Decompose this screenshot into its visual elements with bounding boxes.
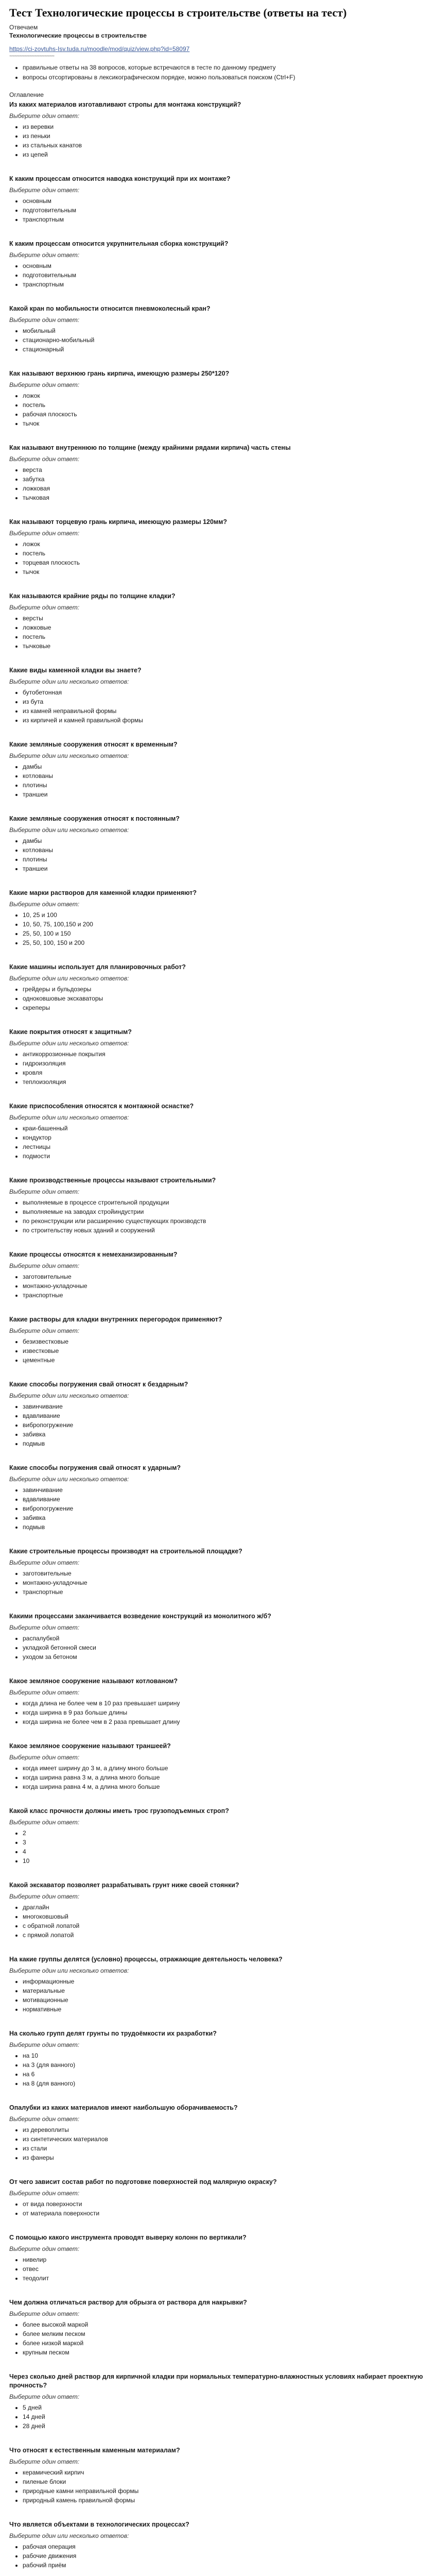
question-text: Какой экскаватор позволяет разрабатывать грунт ниже своей стоянки? [9,1882,239,1889]
answer-option: • рабочая плоскость [23,410,427,419]
question-text: Какое земляное сооружение называют траншеей? [9,1742,171,1750]
question-block [9,304,427,354]
answer-option: • выполняемые на заводах стройиндустрии [23,1208,427,1216]
answer-option: • транспортным [23,280,427,289]
answer-option: • основным [23,197,427,206]
answer-options [9,1273,427,1300]
answer-hint: Выберите один ответ: [9,530,80,537]
answer-option: • из веревки [23,123,427,131]
answer-options [9,985,427,1012]
question-block [9,1380,427,1448]
toc-label[interactable]: Оглавление [9,91,44,98]
answer-options [9,1198,427,1235]
answer-hint: Выберите один ответ: [9,1188,80,1195]
answer-options [9,2126,427,2162]
question-text: Какими процессами заканчивается возведение конструкций из монолитного ж/б? [9,1613,271,1620]
question-text: К каким процессам относится наводка конструкций при их монтаже? [9,175,231,182]
answer-option: • вибропогружение [23,1421,427,1430]
answer-options [9,262,427,289]
answer-option: • верста [23,466,427,474]
answer-option: • безизвестковые [23,1337,427,1346]
question-block [9,2520,427,2570]
answer-option: • из деревоплиты [23,2126,427,2134]
answer-option: • более мелким песком [23,2330,427,2338]
answer-options [9,1634,427,1662]
answer-option: • рабочая операция [23,2543,427,2551]
answer-options [9,540,427,577]
question-text: Через сколько дней раствор для кирпичной кладки при нормальных температурно-влажностных условиях набирает проектную прочность? [9,2373,423,2389]
answer-option: • 25, 50, 100, 150 и 200 [23,939,427,947]
answer-options [9,762,427,799]
question-block [9,1955,427,2014]
answer-option: • драглайн [23,1903,427,1912]
answer-hint: Выберите один или несколько ответов: [9,752,129,759]
question-text: Как называют торцевую грань кирпича, имеющую размеры 120мм? [9,518,228,526]
answer-options [9,1124,427,1161]
question-text: Какие земляные сооружения относят к постоянным? [9,815,180,822]
intro-item: • вопросы отсортированы в лексикографическом порядке, можно пользоваться поиском (Ctrl+F) [23,73,427,82]
question-text: Какие приспособления относятся к монтажной оснастке? [9,1103,194,1110]
answer-hint: Выберите один ответ: [9,187,80,194]
question-text: Какие процессы относятся к немеханизированным? [9,1251,178,1258]
question-text: К каким процессам относится укрупнительная сборка конструкций? [9,240,229,247]
question-block [9,1881,427,1940]
answer-option: • одноковшовые экскаваторы [23,994,427,1003]
question-block [9,100,427,159]
question-text: На какие группы делятся (условно) процессы, отражающие деятельность человека? [9,1956,283,1963]
question-block [9,2298,427,2357]
question-block [9,1464,427,1532]
answer-option: • пиленые блоки [23,2478,427,2486]
answer-option: • дамбы [23,837,427,845]
subtitle: Технологические процессы в строительстве [9,32,147,39]
answer-option: • лестницы [23,1143,427,1151]
question-text: С помощью какого инструмента проводят выверку колонн по вертикали? [9,2234,247,2241]
answer-option: • мотивационные [23,1996,427,2005]
answer-hint: Выберите один ответ: [9,901,80,908]
answer-option: • постель [23,401,427,410]
question-block [9,1315,427,1365]
answer-option: • 28 дней [23,2422,427,2431]
question-text: Какие способы погружения свай относят к ударным? [9,1464,181,1471]
answer-hint: Выберите один ответ: [9,1819,80,1826]
answer-option: • подготовительным [23,271,427,280]
answer-option: • ложковые [23,623,427,632]
answer-option: • из синтетических материалов [23,2135,427,2144]
answer-hint: Выберите один или несколько ответов: [9,1476,129,1483]
answer-option: • ложок [23,392,427,400]
question-text: Какие машины использует для планировочных работ? [9,963,186,971]
question-text: Что является объектами в технологических процессах? [9,2521,189,2528]
answer-option: • по реконструкции или расширению существующих производств [23,1217,427,1226]
answer-option: • нормативные [23,2005,427,2014]
answer-option: • кондуктор [23,1133,427,1142]
answer-option: • заготовительные [23,1569,427,1578]
question-text: Что относят к естественным каменным материалам? [9,2447,180,2454]
answer-hint: Выберите один или несколько ответов: [9,2532,129,2539]
question-block [9,2233,427,2283]
answer-hint: Выберите один ответ: [9,2190,80,2197]
question-text: Какие покрытия относят к защитным? [9,1028,132,1036]
answer-option: • от материала поверхности [23,2209,427,2218]
answer-option: • информационные [23,1977,427,1986]
question-text: От чего зависит состав работ по подготовке поверхностей под малярную окраску? [9,2178,277,2185]
answer-option: • выполняемые в процессе строительной продукции [23,1198,427,1207]
answer-hint: Выберите один ответ: [9,381,80,388]
answer-option: • заготовительные [23,1273,427,1281]
question-text: Какие растворы для кладки внутренних перегородок применяют? [9,1316,222,1323]
answer-option: • когда имеет ширину до 3 м, а длину много больше [23,1764,427,1773]
answer-option: • транспортным [23,215,427,224]
question-block [9,444,427,502]
answer-options [9,1569,427,1597]
answer-option: • 10 [23,1857,427,1866]
answer-options [9,2543,427,2570]
answer-hint: Выберите один ответ: [9,1262,80,1269]
answer-hint: Выберите один ответ: [9,1559,80,1566]
question-block [9,1028,427,1087]
answer-option: • подмыв [23,1439,427,1448]
answer-option: • ложковая [23,484,427,493]
answer-option: • вдавливание [23,1412,427,1420]
answer-option: • монтажно-укладочные [23,1282,427,1291]
question-block [9,2178,427,2218]
answer-hint: Выберите один ответ: [9,1327,80,1334]
answer-option: • подмости [23,1152,427,1161]
answer-option: • рабочий приём [23,2561,427,2570]
answer-hint: Выберите один ответ: [9,2458,80,2465]
answer-hint: Выберите один ответ: [9,1689,80,1696]
answer-option: • ложок [23,540,427,549]
answer-option: • скреперы [23,1004,427,1012]
question-text: Чем должна отличаться раствор для обрызга от раствора для накрывки? [9,2299,247,2306]
answer-options [9,688,427,725]
question-block [9,1547,427,1597]
answer-option: • из стальных канатов [23,141,427,150]
answer-hint: Выберите один ответ: [9,1624,80,1631]
answer-option: • постель [23,633,427,641]
answer-hint: Выберите один ответ: [9,2245,80,2252]
answer-option: • на 3 (для ванного) [23,2061,427,2070]
answer-option: • нивелир [23,2256,427,2264]
answer-option: • 10, 50, 75, 100,150 и 200 [23,920,427,929]
answer-option: • материальные [23,1987,427,1995]
answer-option: • стационарный [23,345,427,354]
question-text: Какие марки растворов для каменной кладки применяют? [9,889,197,896]
question-block [9,889,427,947]
answer-options [9,1903,427,1940]
answer-hint: Выберите один ответ: [9,1754,80,1761]
question-text: На сколько групп делят грунты по трудоёмкости их разработки? [9,2030,217,2037]
answer-option: • керамический кирпич [23,2468,427,2477]
answer-option: • забивка [23,1430,427,1439]
answer-options [9,2052,427,2088]
answer-option: • по строительству новых зданий и сооружений [23,1226,427,1235]
answer-option: • более высокой маркой [23,2320,427,2329]
answer-option: • грейдеры и бульдозеры [23,985,427,994]
answer-option: • цементные [23,1356,427,1365]
answer-hint: Выберите один ответ: [9,2041,80,2048]
answer-options [9,1486,427,1532]
answer-hint: Выберите один или несколько ответов: [9,975,129,982]
answer-option: • завинчивание [23,1402,427,1411]
answer-option: • от вида поверхности [23,2200,427,2209]
answer-option: • траншеи [23,790,427,799]
answer-option: • основным [23,262,427,270]
answer-option: • 14 дней [23,2413,427,2421]
answer-hint: Выберите один или несколько ответов: [9,1392,129,1399]
answer-options [9,911,427,947]
answer-option: • теодолит [23,2274,427,2283]
answer-option: • когда ширина равна 4 м, а длина много больше [23,1783,427,1791]
separator: ~~~~~~~~~~~~~~~~~~ [9,54,55,59]
answer-option: • из фанеры [23,2154,427,2162]
question-block [9,1742,427,1791]
question-block [9,1250,427,1300]
answer-hint: Выберите один ответ: [9,251,80,259]
answer-option: • рабочие движения [23,2552,427,2561]
questions-list [9,100,427,2576]
answer-option: • вдавливание [23,1495,427,1504]
question-block [9,1677,427,1726]
question-text: Какие виды каменной кладки вы знаете? [9,667,142,674]
answer-option: • природный камень правильной формы [23,2496,427,2505]
question-text: Какие земляные сооружения относят к временным? [9,741,178,748]
answer-options [9,327,427,354]
question-text: Какие производственные процессы называют строительными? [9,1177,216,1184]
question-text: Из каких материалов изготавливают стропы для монтажа конструкций? [9,101,241,108]
answer-option: • транспортные [23,1291,427,1300]
answer-hint: Выберите один ответ: [9,2310,80,2317]
question-text: Опалубки из каких материалов имеют наибольшую оборачиваемость? [9,2104,238,2111]
answer-option: • отвес [23,2265,427,2274]
question-block [9,240,427,289]
answer-option: • из пеньки [23,132,427,141]
question-text: Какие способы погружения свай относят к бездарным? [9,1381,188,1388]
question-block [9,1612,427,1662]
question-block [9,1807,427,1866]
question-block [9,2446,427,2505]
answer-options [9,2468,427,2505]
answer-option: • крупным песком [23,2348,427,2357]
answer-option: • когда ширина равна 3 м, а длина много больше [23,1773,427,1782]
answer-option: • известковые [23,1347,427,1355]
answer-option: • антикоррозионные покрытия [23,1050,427,1059]
answer-option: • из кирпичей и камней правильной формы [23,716,427,725]
answer-option: • уходом за бетоном [23,1653,427,1662]
answer-hint: Выберите один ответ: [9,112,80,120]
answer-options [9,1764,427,1791]
answer-option: • на 10 [23,2052,427,2060]
answer-option: • 25, 50, 100 и 150 [23,929,427,938]
intro-item: • правильные ответы на 38 вопросов, которые встречаются в тесте по данному предмету [23,63,427,72]
question-block [9,2029,427,2088]
answer-option: • природные камни неправильной формы [23,2487,427,2496]
answer-option: • 4 [23,1848,427,1856]
answer-option: • на 6 [23,2070,427,2079]
answer-option: • с обратной лопатой [23,1922,427,1930]
answer-option: • котлованы [23,846,427,855]
answer-option: • на 8 (для ванного) [23,2079,427,2088]
answer-option: • многоковшовый [23,1912,427,1921]
answer-options [9,1977,427,2014]
answer-options [9,1337,427,1365]
answer-options [9,2256,427,2283]
answer-hint: Выберите один или несколько ответов: [9,826,129,834]
answer-option: • когда ширина в 9 раз больше длины [23,1708,427,1717]
answer-option: • плотины [23,855,427,864]
answer-option: • плотины [23,781,427,790]
question-text: Какие строительные процессы производят на строительной площадке? [9,1548,242,1555]
answer-hint: Выберите один ответ: [9,316,80,324]
answer-options [9,466,427,502]
answer-option: • более низкой маркой [23,2339,427,2348]
answer-option: • монтажно-укладочные [23,1579,427,1587]
answer-option: • тычок [23,568,427,577]
answer-options [9,837,427,873]
answer-options [9,1050,427,1087]
answer-option: • постель [23,549,427,558]
answer-option: • 10, 25 и 100 [23,911,427,920]
answer-option: • мобильный [23,327,427,335]
question-block [9,2372,427,2431]
question-text: Какой класс прочности должны иметь трос грузоподъемных строп? [9,1807,229,1815]
answer-options [9,2320,427,2357]
answer-option: • дамбы [23,762,427,771]
answer-option: • тычковые [23,642,427,651]
answer-option: • 2 [23,1829,427,1838]
answer-option: • из цепей [23,150,427,159]
page-title: Тест Технологические процессы в строительстве (ответы на тест) [9,6,347,19]
answer-option: • когда длина не более чем в 10 раз превышает ширину [23,1699,427,1708]
question-block [9,518,427,577]
answer-option: • гидроизоляция [23,1059,427,1068]
answer-options [9,197,427,224]
answer-hint: Выберите один или несколько ответов: [9,1040,129,1047]
answer-option: • транспортные [23,1588,427,1597]
answer-option: • с прямой лопатой [23,1931,427,1940]
answer-option: • краи-башенный [23,1124,427,1133]
answer-option: • укладкой бетонной смеси [23,1643,427,1652]
question-text: Как называются крайние ряды по толщине кладки? [9,592,176,600]
answer-options [9,614,427,651]
answer-option: • траншеи [23,865,427,873]
answer-option: • распалубкой [23,1634,427,1643]
answer-option: • 3 [23,1838,427,1847]
answer-option: • 5 дней [23,2403,427,2412]
answer-option: • тычок [23,419,427,428]
question-block [9,369,427,428]
answer-option: • котлованы [23,772,427,781]
question-block [9,963,427,1012]
answer-option: • из камней неправильной формы [23,707,427,716]
question-text: Какое земляное сооружение называют котлованом? [9,1677,178,1685]
source-link[interactable]: https://ci-zovtuhs-Isv.tuda.ru/moodle/mod/quiz/view.php?id=58097 [9,45,190,53]
answer-option: • торцевая плоскость [23,558,427,567]
question-text: Как называют верхнюю грань кирпича, имеющую размеры 250*120? [9,370,230,377]
breadcrumb[interactable]: Отвечаем [9,24,38,31]
question-block [9,592,427,651]
answer-option: • подготовительным [23,206,427,215]
answer-hint: Выберите один или несколько ответов: [9,1114,129,1121]
answer-hint: Выберите один ответ: [9,1893,80,1900]
answer-option: • завинчивание [23,1486,427,1495]
question-text: Какой кран по мобильности относится пневмоколесный кран? [9,305,211,312]
answer-options [9,392,427,428]
intro-list [9,63,427,82]
answer-hint: Выберите один ответ: [9,455,80,463]
answer-hint: Выберите один или несколько ответов: [9,678,129,685]
answer-hint: Выберите один ответ: [9,2393,80,2400]
answer-options [9,1829,427,1866]
question-block [9,175,427,224]
answer-option: • версты [23,614,427,623]
question-block [9,666,427,725]
answer-option: • подмыв [23,1523,427,1532]
answer-option: • бутобетонная [23,688,427,697]
answer-hint: Выберите один ответ: [9,2115,80,2123]
answer-option: • кровля [23,1069,427,1077]
answer-options [9,2403,427,2431]
question-block [9,1176,427,1235]
answer-options [9,1699,427,1726]
answer-options [9,1402,427,1448]
answer-options [9,2200,427,2218]
question-block [9,2104,427,2162]
answer-hint: Выберите один ответ: [9,604,80,611]
question-block [9,815,427,873]
answer-option: • из стали [23,2144,427,2153]
answer-hint: Выберите один или несколько ответов: [9,1967,129,1974]
question-text: Как называют внутреннюю по толщине (между крайними рядами кирпича) часть стены [9,444,291,451]
answer-option: • забутка [23,475,427,484]
question-block [9,740,427,799]
answer-option: • когда ширина не более чем в 2 раза превышает длину [23,1718,427,1726]
answer-option: • стационарно-мобильный [23,336,427,345]
answer-option: • вибропогружение [23,1504,427,1513]
answer-option: • из бута [23,698,427,706]
answer-options [9,123,427,159]
answer-option: • тычковая [23,494,427,502]
answer-option: • теплоизоляция [23,1078,427,1087]
question-block [9,1102,427,1161]
answer-option: • забивка [23,1514,427,1522]
